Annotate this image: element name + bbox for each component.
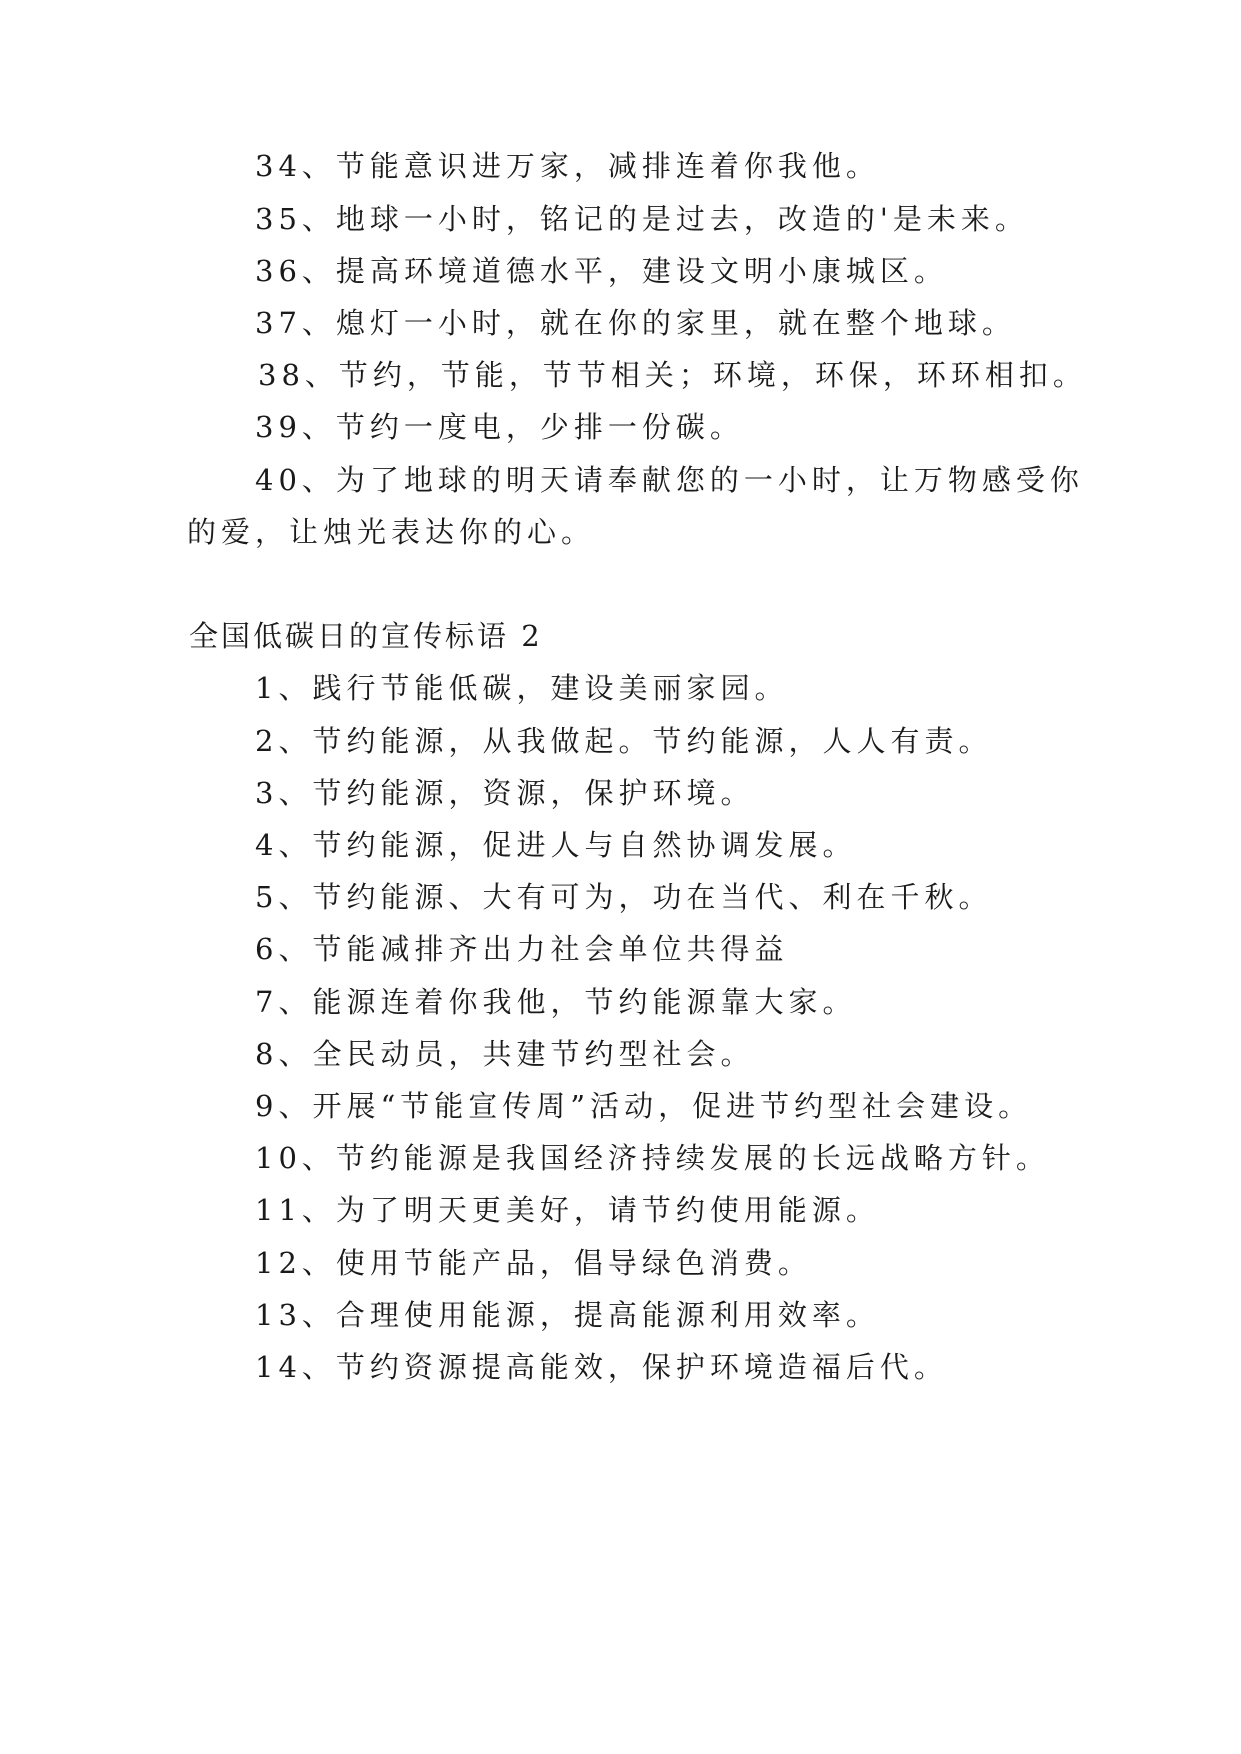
slogan-item-36: 36、提高环境道德水平，建设文明小康城区。: [255, 254, 948, 288]
slogan-item-9: 9、开展“节能宣传周”活动，促进节约型社会建设。: [255, 1089, 1033, 1123]
slogan-item-39: 39、节约一度电，少排一份碳。: [255, 410, 744, 444]
slogan-item-35: 35、地球一小时，铭记的是过去，改造的'是未来。: [255, 202, 1029, 236]
slogan-item-38: 38、节约，节能，节节相关；环境，环保，环环相扣。: [258, 358, 1087, 392]
slogan-item-4: 4、节约能源，促进人与自然协调发展。: [255, 828, 857, 862]
slogan-item-13: 13、合理使用能源，提高能源利用效率。: [255, 1298, 880, 1332]
slogan-item-2: 2、节约能源，从我做起。节约能源，人人有责。: [255, 724, 993, 758]
slogan-item-8: 8、全民动员，共建节约型社会。: [255, 1037, 755, 1071]
slogan-item-5: 5、节约能源、大有可为，功在当代、利在千秋。: [255, 880, 993, 914]
slogan-item-40-line2: 的爱，让烛光表达你的心。: [187, 515, 596, 549]
slogan-item-14: 14、节约资源提高能效，保护环境造福后代。: [255, 1350, 948, 1384]
slogan-item-7: 7、能源连着你我他，节约能源靠大家。: [255, 985, 857, 1019]
slogan-item-34: 34、节能意识进万家，减排连着你我他。: [255, 149, 880, 183]
slogan-item-12: 12、使用节能产品，倡导绿色消费。: [255, 1246, 812, 1280]
section-heading: 全国低碳日的宣传标语 2: [189, 619, 543, 653]
slogan-item-10: 10、节约能源是我国经济持续发展的长远战略方针。: [255, 1141, 1050, 1175]
slogan-item-1: 1、践行节能低碳，建设美丽家园。: [255, 671, 789, 705]
slogan-item-3: 3、节约能源，资源，保护环境。: [255, 776, 755, 810]
slogan-item-11: 11、为了明天更美好，请节约使用能源。: [255, 1193, 880, 1227]
slogan-item-40-line1: 40、为了地球的明天请奉献您的一小时，让万物感受你: [255, 463, 1084, 497]
slogan-item-6: 6、节能减排齐出力社会单位共得益: [255, 932, 789, 966]
slogan-item-37: 37、熄灯一小时，就在你的家里，就在整个地球。: [255, 306, 1016, 340]
